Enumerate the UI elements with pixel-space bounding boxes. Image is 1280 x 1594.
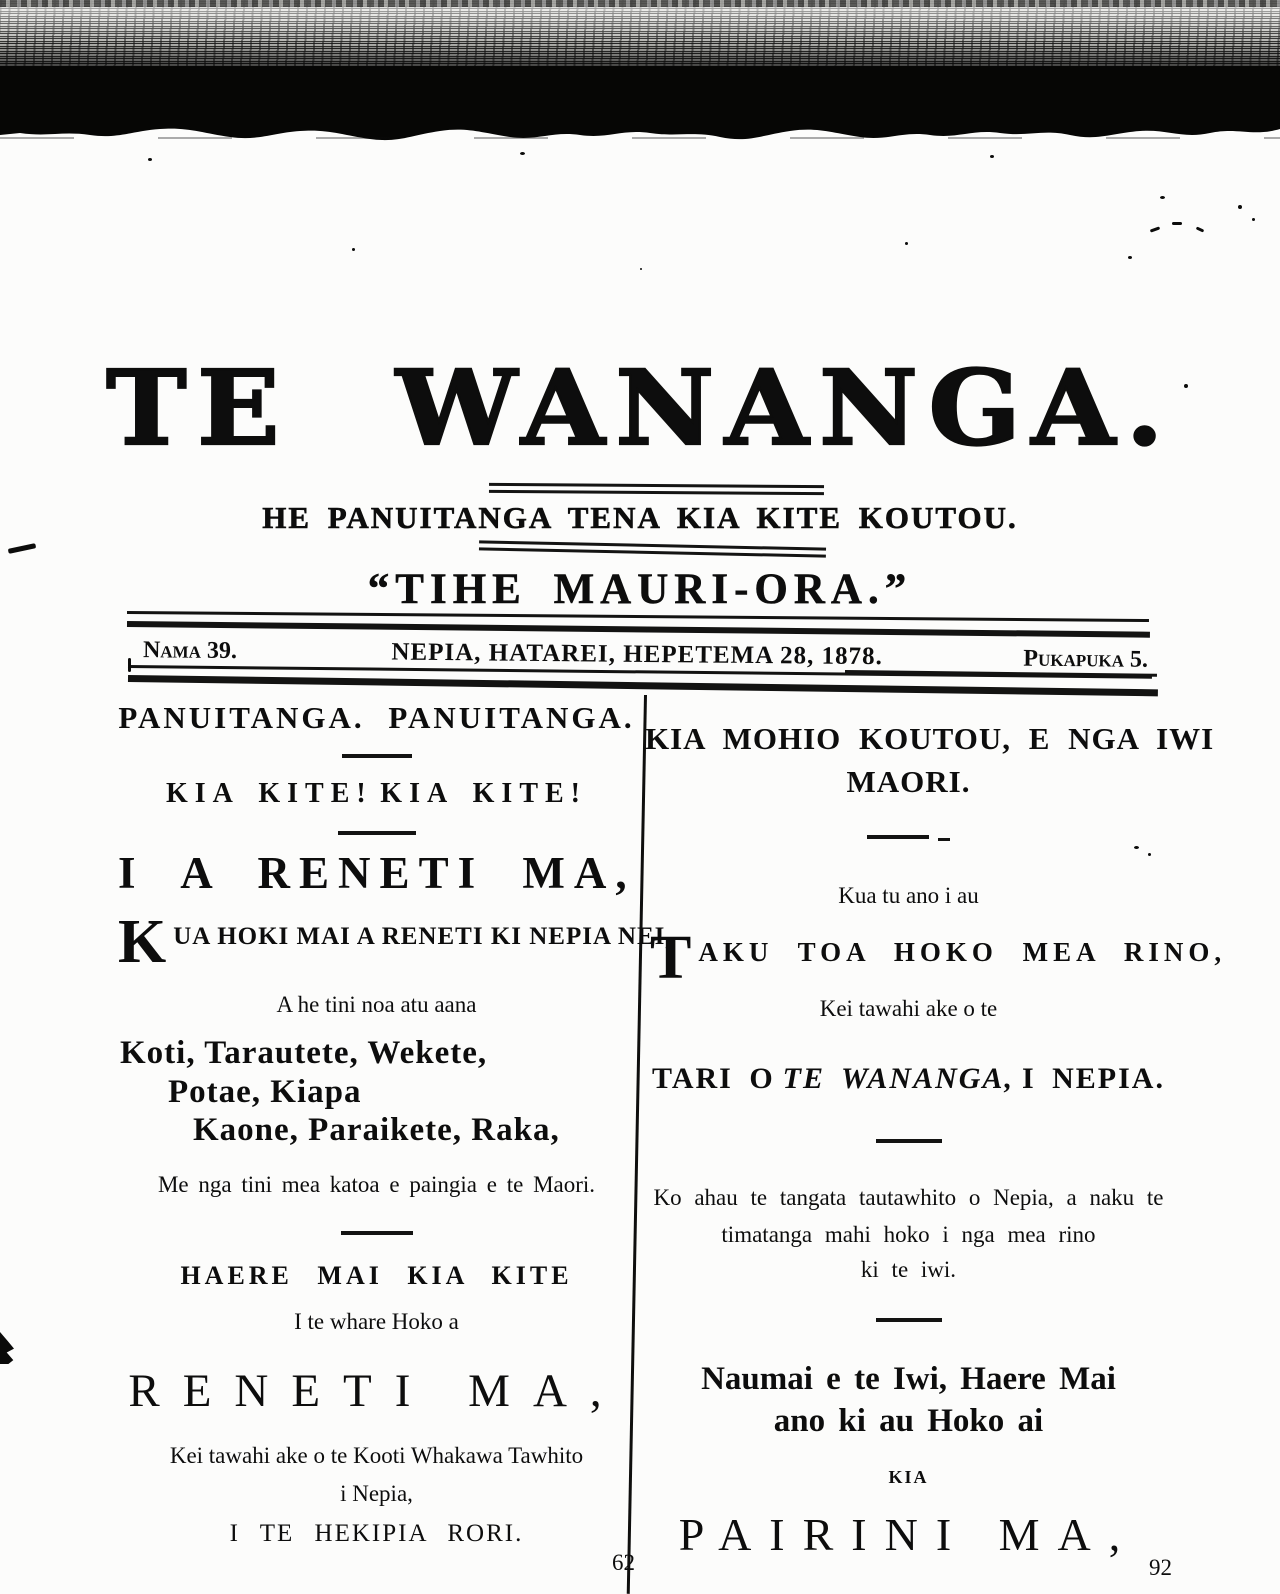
pairini-ma-big: PAIRINI MA, <box>678 1509 1139 1560</box>
scan-artifact-band <box>0 0 1280 152</box>
section-rule <box>118 754 635 758</box>
section-rule-with-dash <box>645 833 1172 841</box>
dateline-rule-thick-bottom <box>128 675 1158 696</box>
issue-number: Nama 39. <box>142 637 238 665</box>
tari-part-italic: TE WANANGA, <box>782 1062 1014 1095</box>
kia-kite-row <box>118 779 635 809</box>
reneti-headline: I A RENETI MA, <box>118 848 636 898</box>
ink-speck <box>1128 256 1132 259</box>
taku-toa-text: AKU TOA HOKO MEA RINO, <box>698 937 1227 967</box>
scan-noise-streak <box>0 0 1280 7</box>
naumai-line-1: Naumai e te Iwi, Haere Mai <box>701 1361 1116 1397</box>
masthead-double-rule-top <box>489 483 824 495</box>
ink-speck <box>1238 205 1242 209</box>
i-nepia-line: i Nepia, <box>340 1481 413 1506</box>
pencil-mark <box>1196 226 1205 232</box>
kia-kite-left: KIA KITE! <box>166 778 373 809</box>
section-rule <box>645 1318 1172 1322</box>
ko-ahau-line-2: timatanga mahi hoko i nga mea rino <box>721 1222 1096 1247</box>
goods-line-2: Potae, Kiapa <box>168 1074 362 1110</box>
scan-ragged-edge <box>0 121 1280 151</box>
pencil-mark <box>1150 226 1160 232</box>
volume-number: Pukapuka 5. <box>1023 645 1149 673</box>
left-page-number: 62 <box>612 1550 635 1575</box>
reneti-ma-big: RENETI MA, <box>128 1365 625 1417</box>
tari-part-3: I NEPIA. <box>1021 1062 1165 1095</box>
ink-speck <box>520 152 525 155</box>
naumai-line-2: ano ki au Hoko ai <box>773 1403 1044 1439</box>
pencil-mark <box>1172 222 1182 225</box>
tini-line: A he tini noa atu aana <box>276 992 477 1017</box>
masthead-subtitle: HE PANUITANGA TENA KIA KITE KOUTOU. <box>262 500 1018 535</box>
ink-speck <box>128 658 131 672</box>
ko-ahau-line-3: ki te iwi. <box>860 1257 957 1282</box>
ink-speck <box>1134 846 1139 849</box>
ink-speck <box>1160 196 1165 199</box>
ink-speck <box>148 158 152 161</box>
kua-hoki-dropcap-line <box>118 908 673 976</box>
masthead-double-rule-bottom <box>479 540 826 557</box>
ink-speck <box>1252 218 1255 221</box>
kua-tu-line: Kua tu ano i au <box>838 883 979 908</box>
whare-hoko-line: I te whare Hoko a <box>294 1309 459 1334</box>
tari-line <box>645 1063 1172 1095</box>
masthead-title: TE WANANGA. <box>106 348 1174 469</box>
goods-line-3: Kaone, Paraikete, Raka, <box>193 1112 560 1148</box>
left-heading-panuitanga: PANUITANGA. PANUITANGA. <box>118 700 635 735</box>
me-nga-line: Me nga tini mea katoa e paingia e te Maori. <box>157 1172 596 1197</box>
scan-black-bar <box>0 66 1280 122</box>
goods-line-1: Koti, Tarautete, Wekete, <box>120 1035 488 1071</box>
ink-speck <box>1148 853 1151 856</box>
kia-label: KIA <box>888 1467 929 1487</box>
ink-blob-left-edge <box>0 1332 14 1364</box>
ink-speck <box>1184 384 1188 388</box>
ink-speck <box>990 155 994 158</box>
scan-noise-texture <box>0 0 1280 74</box>
dateline-rule-thick-top <box>127 621 1150 638</box>
right-heading-line-2: MAORI. <box>846 764 971 799</box>
section-rule <box>118 831 635 835</box>
right-heading-line-1: KIA MOHIO KOUTOU, E NGA IWI <box>645 721 1215 756</box>
scan-gray-line <box>0 137 1280 139</box>
kooti-line: Kei tawahi ake o te Kooti Whakawa Tawhito <box>169 1443 584 1468</box>
right-page-number: 92 <box>1149 1555 1172 1580</box>
kia-kite-right: KIA KITE! <box>380 778 587 809</box>
taku-toa-dropcap-line <box>645 924 1227 992</box>
dateline-place-date: NEPIA, HATAREI, HEPETEMA 28, 1878. <box>391 638 884 671</box>
masthead-motto: “TIHE MAURI-ORA.” <box>367 566 913 613</box>
section-rule <box>645 1139 1172 1143</box>
ink-speck <box>352 248 355 251</box>
kei-tawahi-line: Kei tawahi ake o te <box>819 996 998 1021</box>
tari-part-1: TARI O <box>652 1062 775 1095</box>
section-rule <box>118 1231 635 1235</box>
kua-hoki-text: UA HOKI MAI A RENETI KI NEPIA NEI, <box>173 923 673 950</box>
hekipia-rori-line: I TE HEKIPIA RORI. <box>229 1520 524 1547</box>
ink-dash-mark <box>8 543 36 554</box>
dropcap-t: T <box>650 924 692 992</box>
ink-speck <box>640 268 642 270</box>
dropcap-k: K <box>118 908 167 976</box>
ink-speck <box>905 242 908 245</box>
ko-ahau-line-1: Ko ahau te tangata tautawhito o Nepia, a naku te <box>653 1185 1164 1210</box>
haere-mai-line: HAERE MAI KIA KITE <box>180 1261 573 1290</box>
